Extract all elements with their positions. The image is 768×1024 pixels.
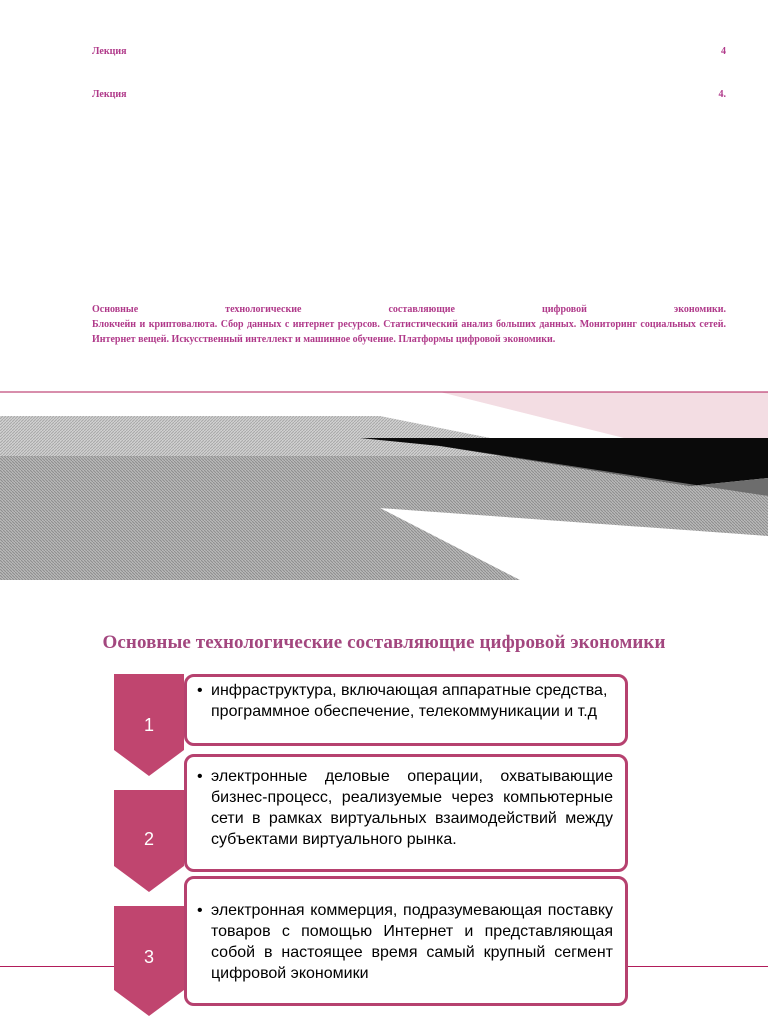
step-text-3: электронная коммерция, подразумевающая поставку товаров с помощью Интернет и представляющая собой в настоящее время самый крупный сегмент цифровой экономики [211,902,613,982]
lecture-subtitle [92,302,726,347]
lecture-number: 4 [721,46,726,57]
step-card-2 [184,754,628,872]
step-text-1: инфраструктура, включающая аппаратные средства, программное обеспечение, телекоммуникации и т.д [211,682,608,720]
bullet-icon: • [197,768,203,785]
header-row-1 [92,46,726,60]
subtitle-heading: Основные технологические составляющие цифровой экономики. [92,304,726,315]
step-card-1 [184,674,628,746]
bullet-icon: • [197,682,203,699]
subtitle-topics: Блокчейн и криптовалюта. Сбор данных с интернет ресурсов. Статистический анализ больших данных. Мониторинг социальных сетей. Интернет вещей. Искусственный интеллект и машинное обучение. Платформы цифровой экономики. [92,319,726,345]
lecture-label: Лекция [92,89,127,100]
step-number-3: 3 [143,947,154,967]
lecture-number: 4. [718,89,726,100]
decorative-stripes [0,386,768,580]
step-number-2: 2 [143,829,154,849]
step-number-1: 1 [143,715,154,735]
bullet-icon: • [197,902,203,919]
slide-components [0,580,768,1024]
header-row-2 [92,89,726,103]
lecture-label: Лекция [92,46,127,57]
step-card-3 [184,876,628,1006]
step-text-2: электронные деловые операции, охватывающие бизнес-процесс, реализуемые через компьютерные сети в рамках виртуальных взаимодействий между субъектами виртуального рынка. [211,768,613,848]
slide-heading: Основные технологические составляющие цифровой экономики [102,632,666,653]
